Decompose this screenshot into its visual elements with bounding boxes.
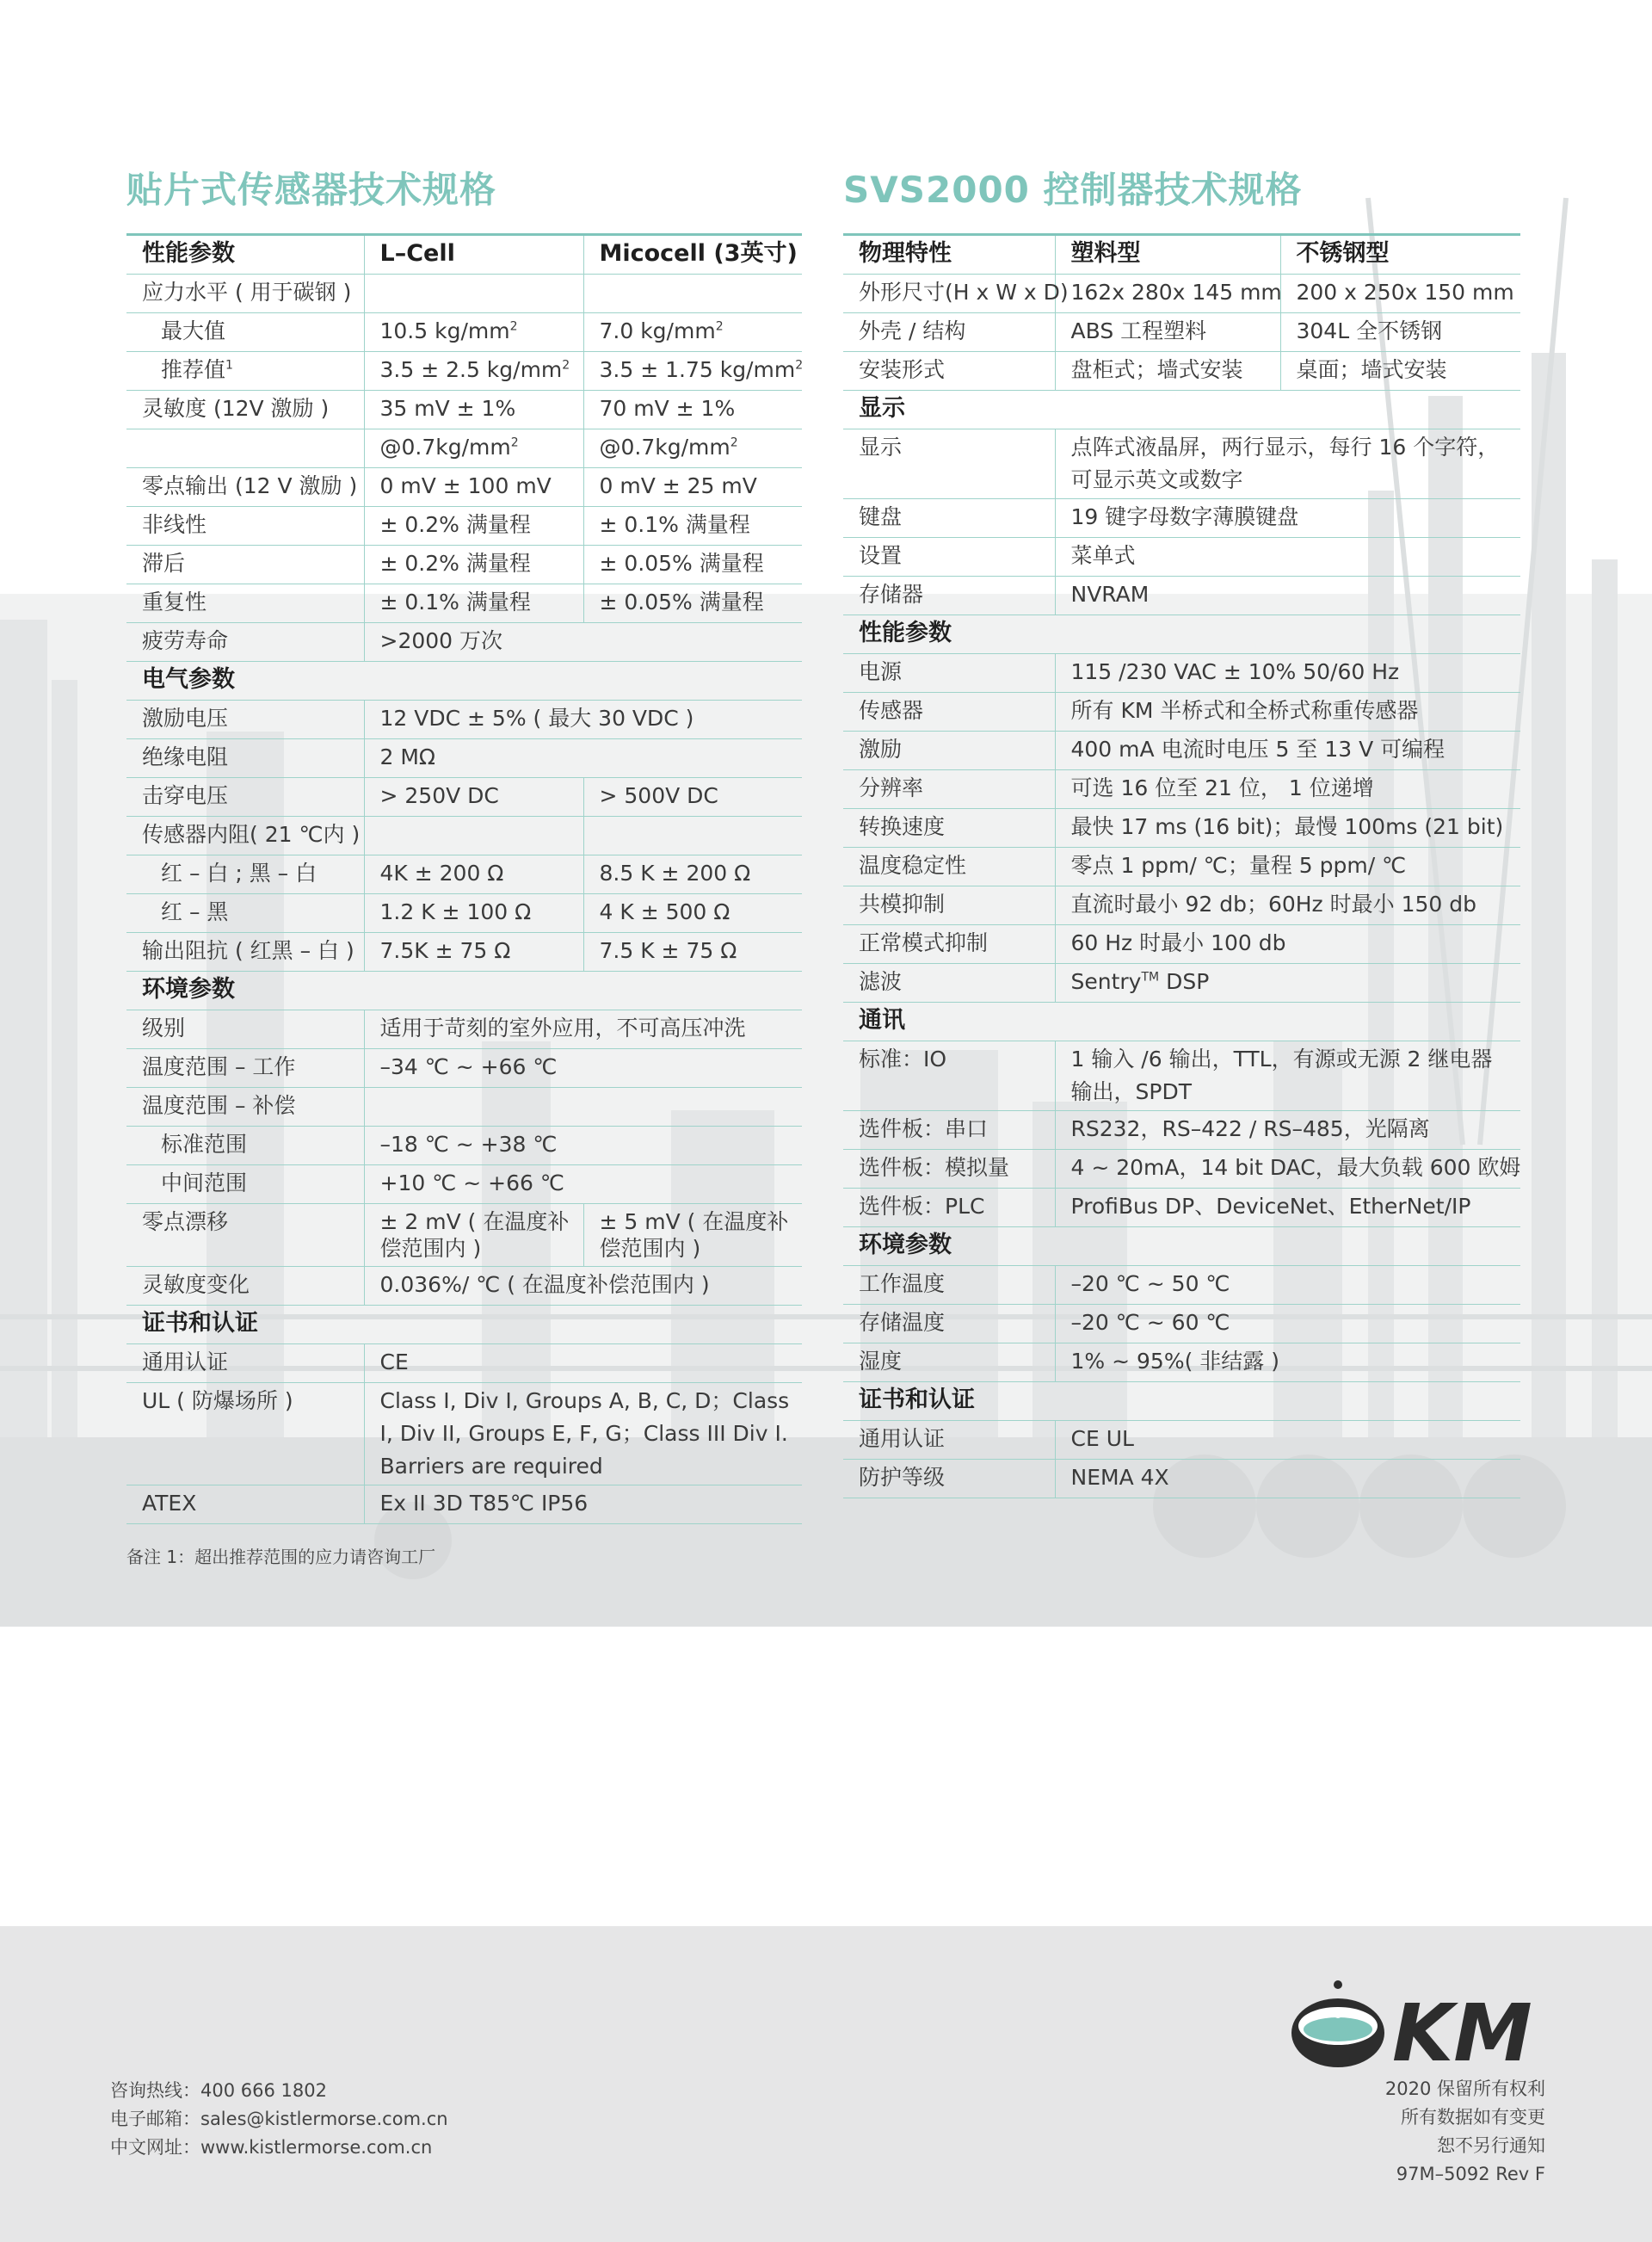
section-heading: 显示	[843, 391, 1520, 429]
row-label	[126, 429, 364, 468]
table-row	[843, 538, 1520, 577]
row-label: 传感器	[843, 693, 1055, 732]
section-heading-row	[843, 1382, 1520, 1421]
row-label: 级别	[126, 1010, 364, 1049]
table-row	[843, 577, 1520, 615]
row-label: 应力水平 ( 用于碳钢 )	[126, 275, 364, 313]
table-row	[126, 507, 802, 546]
table-row	[126, 1010, 802, 1049]
value-cell: 4 ~ 20mA，14 bit DAC，最大负载 600 欧姆	[1055, 1150, 1520, 1189]
row-label: 激励电压	[126, 701, 364, 739]
table-row	[126, 546, 802, 584]
section-heading-row	[843, 615, 1520, 654]
row-label: 非线性	[126, 507, 364, 546]
section-heading: 电气参数	[126, 662, 802, 701]
section-heading-row	[843, 391, 1520, 429]
controller-spec-title: SVS2000 控制器技术规格	[843, 169, 1303, 211]
sensor-spec-title: 贴片式传感器技术规格	[126, 169, 497, 211]
table-row	[843, 886, 1520, 925]
row-label: 转换速度	[843, 809, 1055, 848]
value-cell: 所有 KM 半桥式和全桥式称重传感器	[1055, 693, 1520, 732]
table-row	[126, 1204, 802, 1267]
value-cell: 4K ± 200 Ω	[364, 855, 583, 894]
table-row	[126, 1127, 802, 1165]
value-cell: 0 mV ± 25 mV	[583, 468, 802, 507]
table-header-row	[126, 235, 802, 275]
value-cell: 适用于苛刻的室外应用，不可高压冲洗	[364, 1010, 802, 1049]
copyright-notice: 2020 保留所有权利 所有数据如有变更 恕不另行通知 97M–5092 Rev F	[1384, 2078, 1545, 2184]
value-cell: CE	[364, 1344, 802, 1383]
controller-spec-column	[843, 168, 1520, 1498]
value-cell: ± 0.05% 满量程	[583, 584, 802, 623]
value-cell: > 500V DC	[583, 778, 802, 817]
table-row	[843, 275, 1520, 313]
table-row	[126, 352, 802, 391]
value-cell: ProfiBus DP、DeviceNet、EtherNet/IP	[1055, 1189, 1520, 1227]
controller-spec-table	[843, 233, 1520, 1498]
table-row	[843, 1460, 1520, 1498]
value-cell: ABS 工程塑料	[1055, 313, 1280, 352]
value-cell: 60 Hz 时最小 100 db	[1055, 925, 1520, 964]
section-heading-row	[843, 1227, 1520, 1266]
section-heading-row	[126, 972, 802, 1010]
contact-info	[110, 2077, 448, 2162]
row-label: 标准范围	[126, 1127, 364, 1165]
contact-website[interactable]: 中文网址：www.kistlermorse.com.cn	[110, 2137, 433, 2158]
value-cell: 8.5 K ± 200 Ω	[583, 855, 802, 894]
row-label: 外壳 / 结构	[843, 313, 1055, 352]
header-cell: 不锈钢型	[1280, 235, 1520, 275]
table-row	[126, 313, 802, 352]
value-cell: Ex II 3D T85℃ IP56	[364, 1485, 802, 1524]
row-label: 激励	[843, 732, 1055, 770]
value-cell: ± 0.1% 满量程	[583, 507, 802, 546]
section-heading: 通讯	[843, 1003, 1520, 1041]
header-cell: L–Cell	[364, 235, 583, 275]
table-row	[126, 1344, 802, 1383]
value-cell: 直流时最小 92 db；60Hz 时最小 150 db	[1055, 886, 1520, 925]
value-cell: 304L 全不锈钢	[1280, 313, 1520, 352]
table-row	[126, 1088, 802, 1127]
table-row	[843, 1343, 1520, 1382]
table-row	[126, 817, 802, 855]
row-label: 正常模式抑制	[843, 925, 1055, 964]
row-label: 显示	[843, 429, 1055, 499]
table-row	[843, 693, 1520, 732]
row-label: 红 – 白 ; 黑 – 白	[126, 855, 364, 894]
row-label: ATEX	[126, 1485, 364, 1524]
contact-hotline: 咨询热线：400 666 1802	[110, 2080, 327, 2101]
row-label: 温度范围 – 工作	[126, 1049, 364, 1088]
row-label: 中间范围	[126, 1165, 364, 1204]
value-cell: 35 mV ± 1%	[364, 391, 583, 429]
table-row	[843, 1421, 1520, 1460]
row-label: 标准：IO	[843, 1041, 1055, 1111]
table-row	[843, 1150, 1520, 1189]
row-label: 灵敏度 (12V 激励 )	[126, 391, 364, 429]
table-row	[843, 1041, 1520, 1111]
row-label: 滞后	[126, 546, 364, 584]
value-cell	[583, 817, 802, 855]
row-label: 零点漂移	[126, 1204, 364, 1267]
row-label: 重复性	[126, 584, 364, 623]
row-label: 灵敏度变化	[126, 1267, 364, 1306]
value-cell: $@0.7kg/mm^2$	[583, 429, 802, 468]
table-row	[126, 1165, 802, 1204]
value-cell: 10.5 $kg/mm^2$	[364, 313, 583, 352]
row-label: 存储温度	[843, 1305, 1055, 1343]
table-row	[843, 1111, 1520, 1150]
section-heading: 性能参数	[843, 615, 1520, 654]
km-logo	[1291, 1976, 1549, 2079]
value-cell: NVRAM	[1055, 577, 1520, 615]
table-row	[126, 933, 802, 972]
value-cell: >2000 万次	[364, 623, 802, 662]
table-row	[843, 1189, 1520, 1227]
value-cell: 4 K ± 500 Ω	[583, 894, 802, 933]
svg-text:KM: KM	[1392, 1987, 1532, 2079]
section-heading: 环境参数	[843, 1227, 1520, 1266]
row-label: 推荐值$^1$	[126, 352, 364, 391]
row-label: 外形尺寸(H x W x D)	[843, 275, 1055, 313]
table-row	[843, 1266, 1520, 1305]
row-label: 工作温度	[843, 1266, 1055, 1305]
row-label: 传感器内阻( 21 ℃内 )	[126, 817, 364, 855]
row-label: 设置	[843, 538, 1055, 577]
value-cell: 1 输入 /6 输出，TTL，有源或无源 2 继电器输出，SPDT	[1055, 1041, 1520, 1111]
table-row	[843, 1305, 1520, 1343]
value-cell: 400 mA 电流时电压 5 至 13 V 可编程	[1055, 732, 1520, 770]
value-cell: > 250V DC	[364, 778, 583, 817]
row-label: 最大值	[126, 313, 364, 352]
value-cell: 盘柜式；墙式安装	[1055, 352, 1280, 391]
table-row	[843, 925, 1520, 964]
value-cell: 7.5K ± 75 Ω	[364, 933, 583, 972]
value-cell: CE UL	[1055, 1421, 1520, 1460]
table-row	[126, 778, 802, 817]
row-label: 分辨率	[843, 770, 1055, 809]
table-row	[126, 468, 802, 507]
row-label: 选件板：串口	[843, 1111, 1055, 1150]
row-label: 绝缘电阻	[126, 739, 364, 778]
row-label: 防护等级	[843, 1460, 1055, 1498]
table-row	[843, 429, 1520, 499]
table-header-row	[843, 235, 1520, 275]
value-cell: $@0.7kg/mm^2$	[364, 429, 583, 468]
row-label: 键盘	[843, 499, 1055, 538]
table-row	[126, 701, 802, 739]
value-cell: 菜单式	[1055, 538, 1520, 577]
value-cell: –34 ℃ ~ +66 ℃	[364, 1049, 802, 1088]
header-cell: 物理特性	[843, 235, 1055, 275]
table-row	[126, 1049, 802, 1088]
table-row	[126, 739, 802, 778]
section-heading: 证书和认证	[126, 1306, 802, 1344]
table-row	[843, 732, 1520, 770]
row-label: 温度范围 – 补偿	[126, 1088, 364, 1127]
table-row	[126, 1485, 802, 1524]
table-row	[843, 352, 1520, 391]
table-row	[843, 848, 1520, 886]
value-cell: ± 0.05% 满量程	[583, 546, 802, 584]
value-cell: 12 VDC ± 5% ( 最大 30 VDC )	[364, 701, 802, 739]
value-cell: 零点 1 ppm/ ℃；量程 5 ppm/ ℃	[1055, 848, 1520, 886]
value-cell: –20 ℃ ~ 50 ℃	[1055, 1266, 1520, 1305]
contact-email[interactable]: 电子邮箱：sales@kistlermorse.com.cn	[110, 2109, 448, 2129]
row-label: 共模抑制	[843, 886, 1055, 925]
value-cell: Class I, Div I, Groups A, B, C, D；Class I, Div II, Groups E, F, G；Class III Div I. Barriers are required	[364, 1383, 802, 1485]
table-row	[126, 1267, 802, 1306]
table-row	[843, 499, 1520, 538]
row-label: 疲劳寿命	[126, 623, 364, 662]
value-cell: Sentry™ DSP	[1055, 964, 1520, 1003]
table-row	[126, 584, 802, 623]
row-label: 温度稳定性	[843, 848, 1055, 886]
value-cell: –18 ℃ ~ +38 ℃	[364, 1127, 802, 1165]
value-cell: 0.036%/ ℃ ( 在温度补偿范围内 )	[364, 1267, 802, 1306]
section-heading-row	[126, 1306, 802, 1344]
value-cell: 7.5 K ± 75 Ω	[583, 933, 802, 972]
value-cell: ± 5 mV ( 在温度补偿范围内 )	[583, 1204, 802, 1267]
row-label: 存储器	[843, 577, 1055, 615]
table-row	[843, 654, 1520, 693]
row-label: 选件板：PLC	[843, 1189, 1055, 1227]
row-label: 零点输出 (12 V 激励 )	[126, 468, 364, 507]
row-label: 安装形式	[843, 352, 1055, 391]
table-row	[126, 391, 802, 429]
table-row	[126, 275, 802, 313]
table-row	[843, 770, 1520, 809]
table-row	[126, 1383, 802, 1485]
section-heading-row	[126, 662, 802, 701]
value-cell: 200 x 250x 150 mm	[1280, 275, 1520, 313]
value-cell: 点阵式液晶屏，两行显示，每行 16 个字符，可显示英文或数字	[1055, 429, 1520, 499]
value-cell: ± 2 mV ( 在温度补偿范围内 )	[364, 1204, 583, 1267]
value-cell: 7.0 $kg/mm^2$	[583, 313, 802, 352]
row-label: 通用认证	[126, 1344, 364, 1383]
row-label: 通用认证	[843, 1421, 1055, 1460]
table-row	[126, 429, 802, 468]
value-cell	[583, 275, 802, 313]
section-heading-row	[843, 1003, 1520, 1041]
value-cell: 可选 16 位至 21 位， 1 位递增	[1055, 770, 1520, 809]
value-cell	[364, 275, 583, 313]
row-label: 红 – 黑	[126, 894, 364, 933]
value-cell: 70 mV ± 1%	[583, 391, 802, 429]
table-row	[126, 855, 802, 894]
value-cell: ± 0.1% 满量程	[364, 584, 583, 623]
header-cell: Micocell (3英寸)	[583, 235, 802, 275]
table-row	[126, 894, 802, 933]
value-cell: 2 MΩ	[364, 739, 802, 778]
value-cell: 3.5 ± 2.5 $kg/mm^2$	[364, 352, 583, 391]
section-heading: 证书和认证	[843, 1382, 1520, 1421]
table-row	[843, 964, 1520, 1003]
row-label: UL ( 防爆场所 )	[126, 1383, 364, 1485]
row-label: 击穿电压	[126, 778, 364, 817]
sensor-spec-column	[126, 168, 802, 1568]
table-row	[126, 623, 802, 662]
value-cell: NEMA 4X	[1055, 1460, 1520, 1498]
value-cell: RS232，RS–422 / RS–485，光隔离	[1055, 1111, 1520, 1150]
sensor-spec-table	[126, 233, 802, 1524]
value-cell: 桌面；墙式安装	[1280, 352, 1520, 391]
value-cell: ± 0.2% 满量程	[364, 507, 583, 546]
table-row	[843, 809, 1520, 848]
value-cell: –20 ℃ ~ 60 ℃	[1055, 1305, 1520, 1343]
value-cell: 115 /230 VAC ± 10% 50/60 Hz	[1055, 654, 1520, 693]
value-cell: ± 0.2% 满量程	[364, 546, 583, 584]
value-cell: 3.5 ± 1.75 $kg/mm^2$	[583, 352, 802, 391]
footer-band	[0, 1926, 1652, 2242]
row-label: 滤波	[843, 964, 1055, 1003]
value-cell: 162x 280x 145 mm	[1055, 275, 1280, 313]
value-cell	[364, 1088, 802, 1127]
row-label: 电源	[843, 654, 1055, 693]
value-cell	[364, 817, 583, 855]
value-cell: 1.2 K ± 100 Ω	[364, 894, 583, 933]
section-heading: 环境参数	[126, 972, 802, 1010]
value-cell: 19 键字母数字薄膜键盘	[1055, 499, 1520, 538]
header-cell: 塑料型	[1055, 235, 1280, 275]
row-label: 湿度	[843, 1343, 1055, 1382]
row-label: 选件板：模拟量	[843, 1150, 1055, 1189]
row-label: 输出阻抗 ( 红黑 – 白 )	[126, 933, 364, 972]
table-row	[843, 313, 1520, 352]
value-cell: 1% ~ 95%( 非结露 )	[1055, 1343, 1520, 1382]
header-cell: 性能参数	[126, 235, 364, 275]
value-cell: +10 ℃ ~ +66 ℃	[364, 1165, 802, 1204]
value-cell: 最快 17 ms (16 bit)；最慢 100ms (21 bit)	[1055, 809, 1520, 848]
footnote: 备注 1：超出推荐范围的应力请咨询工厂	[126, 1547, 436, 1567]
value-cell: 0 mV ± 100 mV	[364, 468, 583, 507]
